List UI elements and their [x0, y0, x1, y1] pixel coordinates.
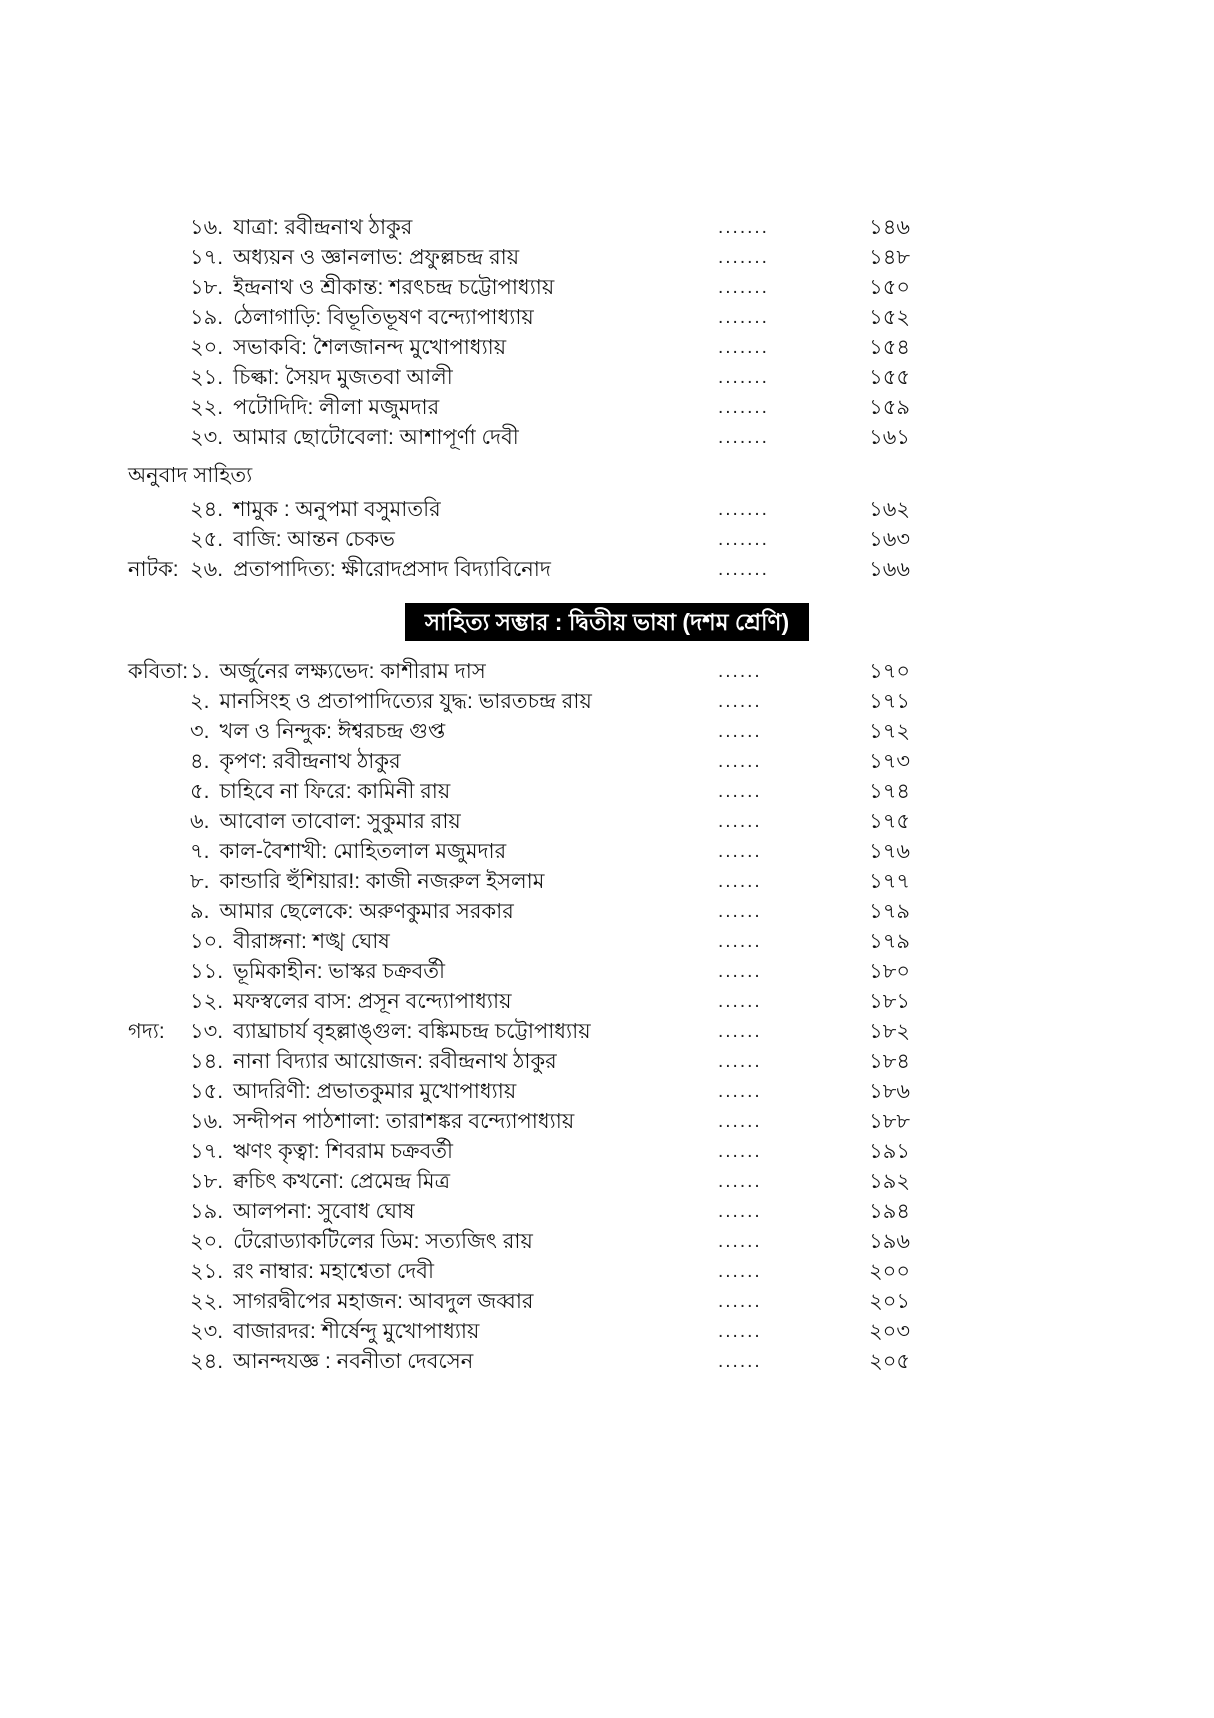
dots-leader: ....... [718, 337, 769, 358]
dots-leader: ...... [718, 991, 762, 1012]
dots-leader: ...... [718, 1081, 762, 1102]
dots-leader: ...... [718, 961, 762, 982]
item-number: ১১. [190, 960, 224, 983]
item-title: কাল-বৈশাখী: মোহিতলাল মজুমদার [219, 840, 507, 863]
page-number: ১৭৫ [869, 810, 910, 833]
dots-leader: ...... [718, 721, 762, 742]
dots-leader: ...... [718, 1171, 762, 1192]
toc [0, 213, 1214, 1377]
item-number: ১২. [190, 990, 224, 1013]
toc-row [0, 363, 1214, 393]
toc-row [0, 777, 1214, 807]
toc-row [0, 1047, 1214, 1077]
part-banner-title: সাহিত্য সম্ভার : দ্বিতীয় ভাষা (দশম শ্রেণি) [405, 603, 809, 641]
dots-leader: ...... [718, 1141, 762, 1162]
item-number: ১৫. [190, 1080, 224, 1103]
dots-leader: ....... [718, 559, 769, 580]
toc-row [0, 1347, 1214, 1377]
dots-leader: ...... [718, 781, 762, 802]
page-number: ১৭৬ [869, 840, 910, 863]
dots-leader: ...... [718, 1261, 762, 1282]
toc-row [0, 1317, 1214, 1347]
item-title: ভূমিকাহীন: ভাস্কর চক্রবর্তী [233, 960, 446, 983]
page-number: ১৫০ [869, 276, 910, 299]
item-title: শামুক : অনুপমা বসুমাতরি [233, 498, 441, 521]
page-number: ১৫৫ [869, 366, 910, 389]
item-number: ৮. [190, 870, 210, 893]
item-number: ১৩. [190, 1020, 224, 1043]
page-number: ১৯২ [869, 1170, 910, 1193]
item-number: ১৭. [190, 246, 224, 269]
toc-row [0, 1197, 1214, 1227]
page-number: ১৫২ [869, 306, 910, 329]
item-number: ১৪. [190, 1050, 224, 1073]
toc-row [0, 837, 1214, 867]
item-title: পটোদিদি: লীলা মজুমদার [233, 396, 440, 419]
toc-row [0, 1167, 1214, 1197]
toc-row [0, 657, 1214, 687]
page-number: ১৫৪ [869, 336, 910, 359]
item-number: ৩. [190, 720, 210, 743]
toc-row [0, 1137, 1214, 1167]
page-number: ১৭০ [869, 660, 910, 683]
dots-leader: ...... [718, 1321, 762, 1342]
page-number: ১৭৯ [869, 930, 910, 953]
item-title: আমার ছোটোবেলা: আশাপূর্ণা দেবী [233, 426, 519, 449]
toc-row [0, 273, 1214, 303]
page-number: ১৭৭ [869, 870, 910, 893]
item-number: ৪. [190, 750, 210, 773]
dots-leader: ...... [718, 751, 762, 772]
item-number: ২৪. [190, 1350, 224, 1373]
page-number: ১৪৮ [869, 246, 910, 269]
item-number: ৬. [190, 810, 210, 833]
item-number: ২১. [190, 1260, 224, 1283]
dots-leader: ...... [718, 691, 762, 712]
page-number: ১৮১ [869, 990, 910, 1013]
page-number: ১৭৯ [869, 900, 910, 923]
item-number: ২০. [190, 336, 224, 359]
page-number: ১৮৬ [869, 1080, 910, 1103]
item-title: আনন্দযজ্ঞ : নবনীতা দেবসেন [233, 1350, 474, 1373]
page-number: ২০৩ [869, 1320, 910, 1343]
page-number: ২০৫ [869, 1350, 910, 1373]
item-title: কান্ডারি হুঁশিয়ার!: কাজী নজরুল ইসলাম [219, 870, 545, 893]
toc-row [0, 213, 1214, 243]
item-title: অর্জুনের লক্ষ্যভেদ: কাশীরাম দাস [219, 660, 486, 683]
toc-row [0, 525, 1214, 555]
item-number: ২০. [190, 1230, 224, 1253]
item-number: ২৪. [190, 498, 224, 521]
item-number: ২. [190, 690, 210, 713]
item-number: ১৬. [190, 216, 224, 239]
toc-row [0, 243, 1214, 273]
toc-row [0, 747, 1214, 777]
dots-leader: ....... [718, 217, 769, 238]
item-title: যাত্রা: রবীন্দ্রনাথ ঠাকুর [233, 216, 413, 239]
section-label: কবিতা: [128, 660, 189, 683]
dots-leader: ....... [718, 307, 769, 328]
dots-leader: ....... [718, 529, 769, 550]
dots-leader: ...... [718, 901, 762, 922]
page-number: ২০০ [869, 1260, 910, 1283]
toc-row [0, 333, 1214, 363]
item-number: ৯. [190, 900, 210, 923]
section-label: নাটক: [128, 558, 179, 581]
item-title: বাজি: আন্তন চেকভ [233, 528, 395, 551]
toc-row [0, 927, 1214, 957]
item-number: ১৭. [190, 1140, 224, 1163]
item-number: ২৩. [190, 1320, 224, 1343]
item-title: সভাকবি: শৈলজানন্দ মুখোপাধ্যায় [233, 336, 507, 359]
page-number: ১৯১ [869, 1140, 910, 1163]
page-number: ১৭৩ [869, 750, 910, 773]
page-number: ১৭১ [869, 690, 910, 713]
item-number: ১. [190, 660, 210, 683]
section-label: গদ্য: [128, 1020, 165, 1043]
item-title: ইন্দ্রনাথ ও শ্রীকান্ত: শরৎচন্দ্র চট্টোপাধ্যায় [233, 276, 555, 299]
toc-row [0, 1077, 1214, 1107]
item-number: ৭. [190, 840, 210, 863]
dots-leader: ...... [718, 1051, 762, 1072]
item-number: ২৫. [190, 528, 224, 551]
toc-row [0, 495, 1214, 525]
dots-leader: ...... [718, 841, 762, 862]
page-number: ২০১ [869, 1290, 910, 1313]
item-title: সাগরদ্বীপের মহাজন: আবদুল জব্বার [233, 1290, 534, 1313]
page-number: ১৮৪ [869, 1050, 910, 1073]
toc-row [0, 1107, 1214, 1137]
toc-row [0, 987, 1214, 1017]
item-number: ১৬. [190, 1110, 224, 1133]
toc-row [0, 1227, 1214, 1257]
toc-row [0, 303, 1214, 333]
toc-row [0, 687, 1214, 717]
item-number: ১০. [190, 930, 224, 953]
page-number: ১৮০ [869, 960, 910, 983]
toc-row [0, 555, 1214, 585]
dots-leader: ...... [718, 1231, 762, 1252]
item-title: আমার ছেলেকে: অরুণকুমার সরকার [219, 900, 514, 923]
dots-leader: ....... [718, 367, 769, 388]
item-title: আদরিণী: প্রভাতকুমার মুখোপাধ্যায় [233, 1080, 517, 1103]
item-title: আলপনা: সুবোধ ঘোষ [233, 1200, 415, 1223]
item-number: ২২. [190, 396, 224, 419]
item-title: ক্বচিৎ কখনো: প্রেমেন্দ্র মিত্র [233, 1170, 450, 1193]
item-title: নানা বিদ্যার আয়োজন: রবীন্দ্রনাথ ঠাকুর [233, 1050, 557, 1073]
page-number: ১৮৮ [869, 1110, 910, 1133]
page-number: ১৬২ [869, 498, 910, 521]
page-number: ১৭৪ [869, 780, 910, 803]
part-banner-row [0, 603, 1214, 641]
section-heading: অনুবাদ সাহিত্য [128, 464, 253, 487]
dots-leader: ...... [718, 931, 762, 952]
item-number: ১৮. [190, 1170, 224, 1193]
item-title: খল ও নিন্দুক: ঈশ্বরচন্দ্র গুপ্ত [219, 720, 446, 743]
toc-row [0, 807, 1214, 837]
page-number: ১৮২ [869, 1020, 910, 1043]
item-number: ২৩. [190, 426, 224, 449]
dots-leader: ....... [718, 499, 769, 520]
item-title: চাহিবে না ফিরে: কামিনী রায় [219, 780, 451, 803]
toc-row [0, 393, 1214, 423]
dots-leader: ...... [718, 661, 762, 682]
dots-leader: ....... [718, 427, 769, 448]
toc-row [0, 1287, 1214, 1317]
item-title: প্রতাপাদিত্য: ক্ষীরোদপ্রসাদ বিদ্যাবিনোদ [233, 558, 551, 581]
item-title: টেরোড্যাকটিলের ডিম: সত্যজিৎ রায় [233, 1230, 533, 1253]
page-number: ১৯৪ [869, 1200, 910, 1223]
dots-leader: ...... [718, 1351, 762, 1372]
item-number: ২১. [190, 366, 224, 389]
item-title: রং নাম্বার: মহাশ্বেতা দেবী [233, 1260, 434, 1283]
item-title: মফস্বলের বাস: প্রসূন বন্দ্যোপাধ্যায় [233, 990, 512, 1013]
page-number: ১৬৩ [869, 528, 910, 551]
item-number: ২২. [190, 1290, 224, 1313]
page-number: ১৬৬ [869, 558, 910, 581]
item-title: ঋণং কৃত্বা: শিবরাম চক্রবর্তী [233, 1140, 454, 1163]
dots-leader: ...... [718, 1201, 762, 1222]
item-title: সন্দীপন পাঠশালা: তারাশঙ্কর বন্দ্যোপাধ্যায় [233, 1110, 575, 1133]
item-number: ১৯. [190, 306, 224, 329]
dots-leader: ....... [718, 397, 769, 418]
dots-leader: ...... [718, 1111, 762, 1132]
item-title: চিল্কা: সৈয়দ মুজতবা আলী [233, 366, 453, 389]
dots-leader: ...... [718, 811, 762, 832]
page-number: ১৯৬ [869, 1230, 910, 1253]
item-title: বাজারদর: শীর্ষেন্দু মুখোপাধ্যায় [233, 1320, 480, 1343]
page-number: ১৭২ [869, 720, 910, 743]
item-number: ১৯. [190, 1200, 224, 1223]
toc-row [0, 867, 1214, 897]
dots-leader: ...... [718, 871, 762, 892]
dots-leader: ...... [718, 1021, 762, 1042]
item-title: বীরাঙ্গনা: শঙ্খ ঘোষ [233, 930, 390, 953]
toc-row [0, 717, 1214, 747]
page-number: ১৪৬ [869, 216, 910, 239]
item-title: অধ্যয়ন ও জ্ঞানলাভ: প্রফুল্লচন্দ্র রায় [233, 246, 520, 269]
item-title: ব্যাঘ্রাচার্য বৃহল্লাঙ্গুল: বঙ্কিমচন্দ্র চট্টোপাধ্যায় [233, 1020, 591, 1043]
dots-leader: ...... [718, 1291, 762, 1312]
item-number: ২৬. [190, 558, 224, 581]
item-title: মানসিংহ ও প্রতাপাদিত্যের যুদ্ধ: ভারতচন্দ্র রায় [219, 690, 592, 713]
page-number: ১৬১ [869, 426, 910, 449]
dots-leader: ....... [718, 277, 769, 298]
toc-row [0, 897, 1214, 927]
dots-leader: ....... [718, 247, 769, 268]
page-number: ১৫৯ [869, 396, 910, 419]
toc-row [0, 1017, 1214, 1047]
item-title: কৃপণ: রবীন্দ্রনাথ ঠাকুর [219, 750, 401, 773]
item-title: ঠেলাগাড়ি: বিভূতিভূষণ বন্দ্যোপাধ্যায় [233, 306, 534, 329]
item-number: ৫. [190, 780, 210, 803]
toc-row [0, 1257, 1214, 1287]
item-title: আবোল তাবোল: সুকুমার রায় [219, 810, 461, 833]
toc-row [0, 423, 1214, 453]
item-number: ১৮. [190, 276, 224, 299]
toc-row [0, 957, 1214, 987]
